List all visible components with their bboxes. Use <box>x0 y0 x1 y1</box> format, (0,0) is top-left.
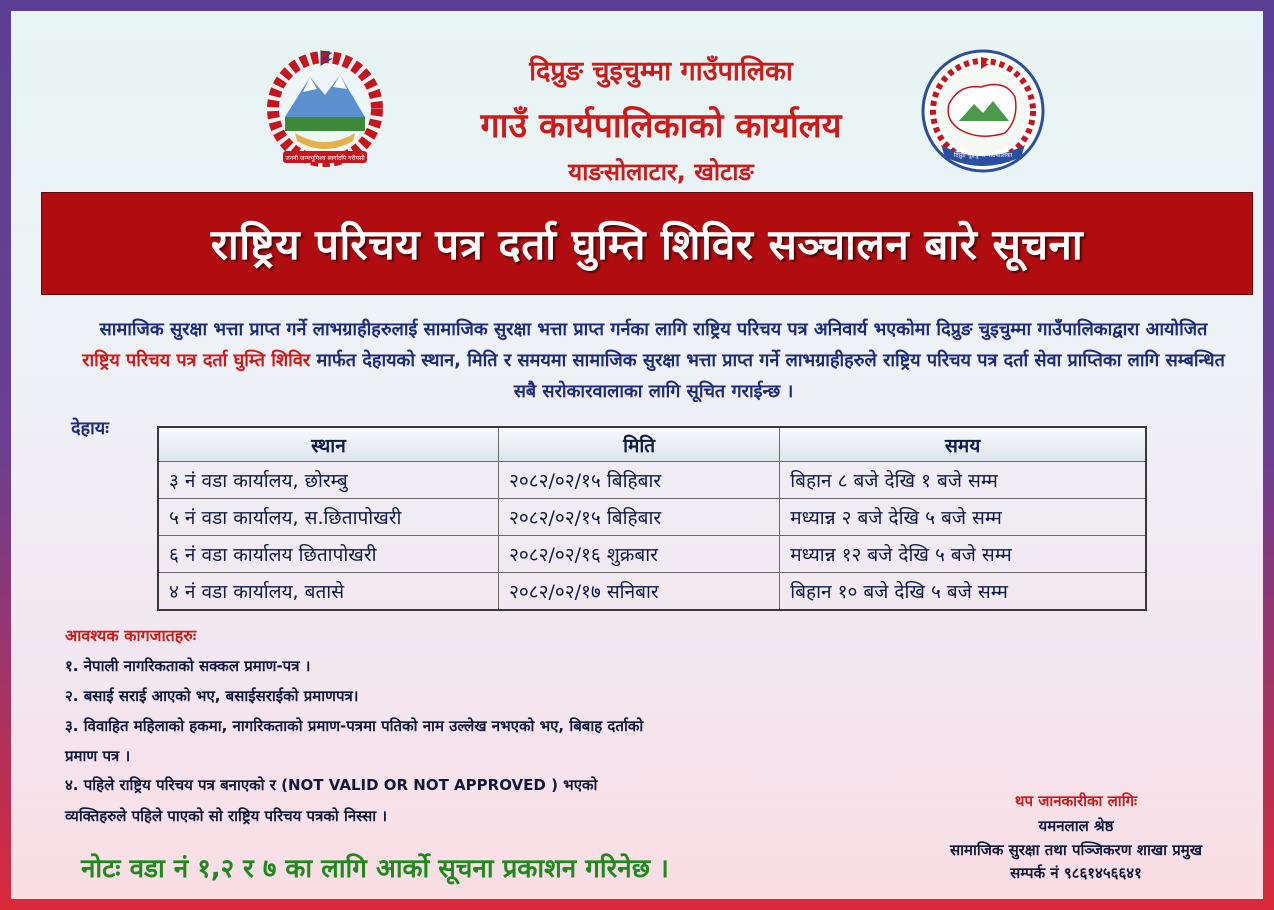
requirements-title: आवश्यक कागजातहरुः <box>65 626 197 645</box>
column-header-date: मिति <box>498 427 779 462</box>
column-header-time: समय <box>780 427 1146 462</box>
cell-time: मध्यान्न २ बजे देखि ५ बजे सम्म <box>780 499 1146 536</box>
table-header-row <box>158 427 1146 462</box>
requirement-item-3-cont: प्रमाण पत्र । <box>65 747 131 765</box>
table-row <box>158 499 1146 536</box>
schedule-label: देहायः <box>71 418 109 439</box>
municipality-name: दिप्रुङ चुइचुम्मा गाउँपालिका <box>529 56 793 87</box>
requirement-item-4-cont: व्यक्तिहरुले पहिले पाएको सो राष्ट्रिय परिचय पत्रको निस्सा । <box>65 807 388 825</box>
notice-title-banner <box>41 192 1253 295</box>
schedule-table <box>157 426 1147 611</box>
frame-right-border <box>1263 0 1274 910</box>
requirement-item-4: ४. पहिले राष्ट्रिय परिचय पत्र बनाएको र (NOT VALID OR NOT APPROVED ) भएको <box>65 776 598 794</box>
cell-place: ३ नं वडा कार्यालय, छोरम्बु <box>158 462 498 499</box>
cell-place: ५ नं वडा कार्यालय, स.छितापोखरी <box>158 499 498 536</box>
contact-name: यमनलाल श्रेष्ठ <box>1038 817 1114 835</box>
office-address: याङसोलाटार, खोटाङ <box>568 158 754 186</box>
cell-date: २०८२/०२/१५ बिहिबार <box>498 499 779 536</box>
cell-time: बिहान १० बजे देखि ५ बजे सम्म <box>780 573 1146 611</box>
frame-left-border <box>0 0 11 910</box>
intro-highlight: राष्ट्रिय परिचय पत्र दर्ता घुम्ति शिविर <box>82 350 311 371</box>
table-row <box>158 462 1146 499</box>
table-row <box>158 536 1146 573</box>
table-row <box>158 573 1146 611</box>
contact-phone: सम्पर्क नं ९८६१४५६६४१ <box>1010 864 1142 882</box>
contact-title: थप जानकारीका लागिः <box>1014 792 1138 810</box>
contact-role: सामाजिक सुरक्षा तथा पञ्जिकरण शाखा प्रमुख <box>949 841 1202 859</box>
office-name: गाउँ कार्यपालिकाको कार्यालय <box>480 106 842 146</box>
intro-paragraph <box>81 314 1226 407</box>
emblem-caption: जननी जन्मभूमिश्च स्वर्गादपि गरीयसी <box>285 155 365 162</box>
cell-place: ४ नं वडा कार्यालय, बतासे <box>158 573 498 611</box>
cell-time: मध्यान्न १२ बजे देखि ५ बजे सम्म <box>780 536 1146 573</box>
nepal-government-emblem-icon <box>255 47 395 167</box>
column-header-place: स्थान <box>158 427 498 462</box>
cell-date: २०८२/०२/१७ सनिबार <box>498 573 779 611</box>
cell-place: ६ नं वडा कार्यालय छितापोखरी <box>158 536 498 573</box>
intro-part1: सामाजिक सुरक्षा भत्ता प्राप्त गर्ने लाभग्राहीहरुलाई सामाजिक सुरक्षा भत्ता प्राप्त गर्नका लागि राष्ट्रिय परिचय पत्र अनिवार्य भएकोमा दिप्रुङ चुइचुम्मा गाउँपालिकाद्वारा आयोजित <box>99 319 1208 340</box>
cell-date: २०८२/०२/१६ शुक्रबार <box>498 536 779 573</box>
intro-part2: मार्फत देहायको स्थान, मिति र समयमा सामाजिक सुरक्षा भत्ता प्राप्त गर्ने लाभग्राहीहरुले राष्ट्रिय परिचय पत्र दर्ता सेवा प्राप्तिका लागि सम्बन्धित सबै सरोकारवालाका लागि सूचित गराईन्छ । <box>316 350 1225 402</box>
requirement-item-3: ३. विवाहित महिलाको हकमा, नागरिकताको प्रमाण-पत्रमा पतिको नाम उल्लेख नभएको भए, बिबाह दर्ताको <box>65 717 644 735</box>
note-text: नोटः वडा नं १,२ र ७ का लागि आर्को सूचना प्रकाशन गरिनेछ । <box>81 854 669 884</box>
cell-date: २०८२/०२/१५ बिहिबार <box>498 462 779 499</box>
logo-caption: दिप्रुङ चुइचुम्मा गाउँपालिका <box>953 152 1013 159</box>
requirement-item-2: २. बसाई सराई आएको भए, बसाईसराईको प्रमाणपत्र। <box>65 687 359 705</box>
cell-time: बिहान ८ बजे देखि १ बजे सम्म <box>780 462 1146 499</box>
requirement-item-1: १. नेपाली नागरिकताको सक्कल प्रमाण-पत्र । <box>65 657 311 675</box>
notice-title: राष्ट्रिय परिचय पत्र दर्ता घुम्ति शिविर सञ्चालन बारे सूचना <box>210 220 1084 269</box>
municipality-logo-icon <box>919 49 1047 173</box>
